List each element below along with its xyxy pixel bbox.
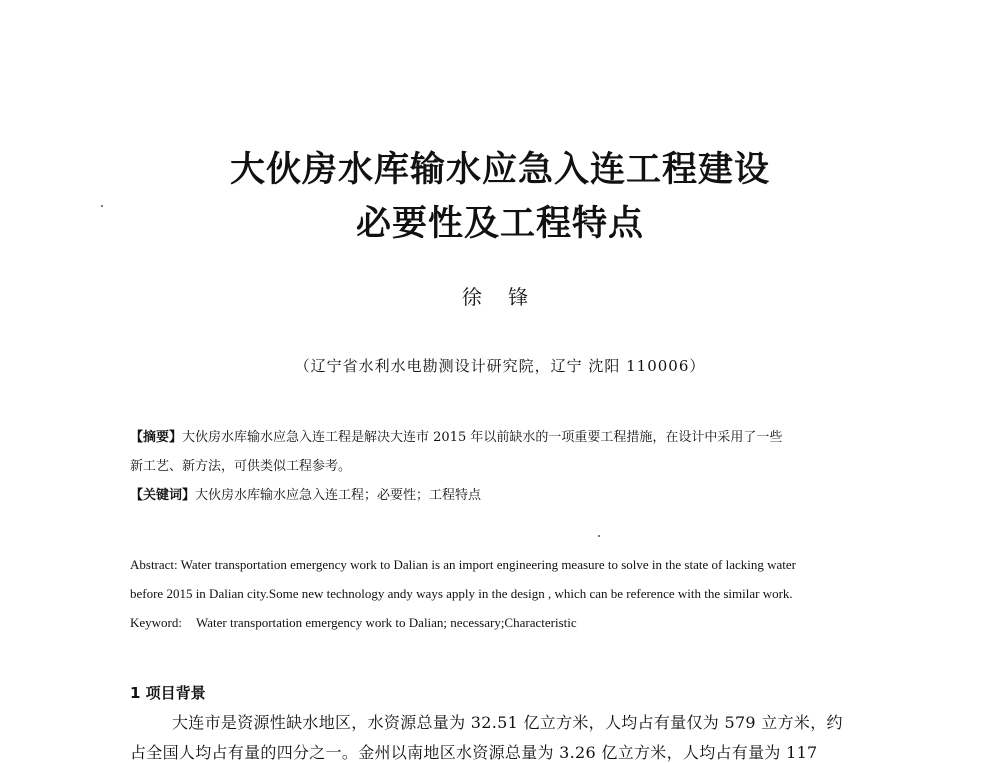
scan-speck — [101, 205, 103, 207]
english-keywords-line — [130, 615, 890, 631]
scan-speck — [598, 535, 600, 537]
chinese-abstract-label: 【摘要】 — [130, 430, 183, 445]
english-abstract-text-1: Water transportation emergency work to Dalian is an import engineering measure to solve in the state of lacking water — [180, 557, 796, 572]
english-abstract-line-2 — [130, 586, 890, 602]
chinese-keywords-line — [130, 481, 890, 510]
english-abstract-label: Abstract: — [130, 557, 178, 572]
chinese-abstract-line-2 — [130, 452, 890, 481]
chinese-abstract-text-1: 大伙房水库输水应急入连工程是解决大连市 2015 年以前缺水的一项重要工程措施，在设计中采用了一些 — [182, 430, 783, 445]
english-keywords-label: Keyword: — [130, 615, 182, 630]
chinese-abstract-text-2: 新工艺、新方法，可供类似工程参考。 — [130, 459, 352, 474]
body-paragraph-line-1: 大连市是资源性缺水地区，水资源总量为 32.51 亿立方米，人均占有量仅为 579 立方米，约 — [172, 713, 843, 732]
paper-title-line-2: 必要性及工程特点 — [355, 204, 644, 244]
english-abstract-line-1 — [130, 557, 890, 573]
english-abstract-text-2: before 2015 in Dalian city.Some new technology andy ways apply in the design , which can be reference with the similar work. — [130, 586, 793, 601]
section-heading-background: 1 项目背景 — [130, 684, 206, 702]
chinese-abstract-line-1 — [130, 423, 890, 452]
paper-title-line-1: 大伙房水库输水应急入连工程建设 — [229, 150, 770, 190]
author-affiliation: （辽宁省水利水电勘测设计研究院，辽宁 沈阳 110006） — [294, 357, 706, 375]
chinese-keywords-text: 大伙房水库输水应急入连工程；必要性；工程特点 — [195, 488, 482, 503]
chinese-keywords-label: 【关键词】 — [130, 488, 196, 503]
author-name: 徐 锋 — [461, 285, 539, 309]
english-keywords-text: Water transportation emergency work to Dalian; necessary;Characteristic — [196, 615, 577, 630]
body-paragraph-line-2: 占全国人均占有量的四分之一。金州以南地区水资源总量为 3.26 亿立方米，人均占有量为 117 — [130, 743, 818, 762]
